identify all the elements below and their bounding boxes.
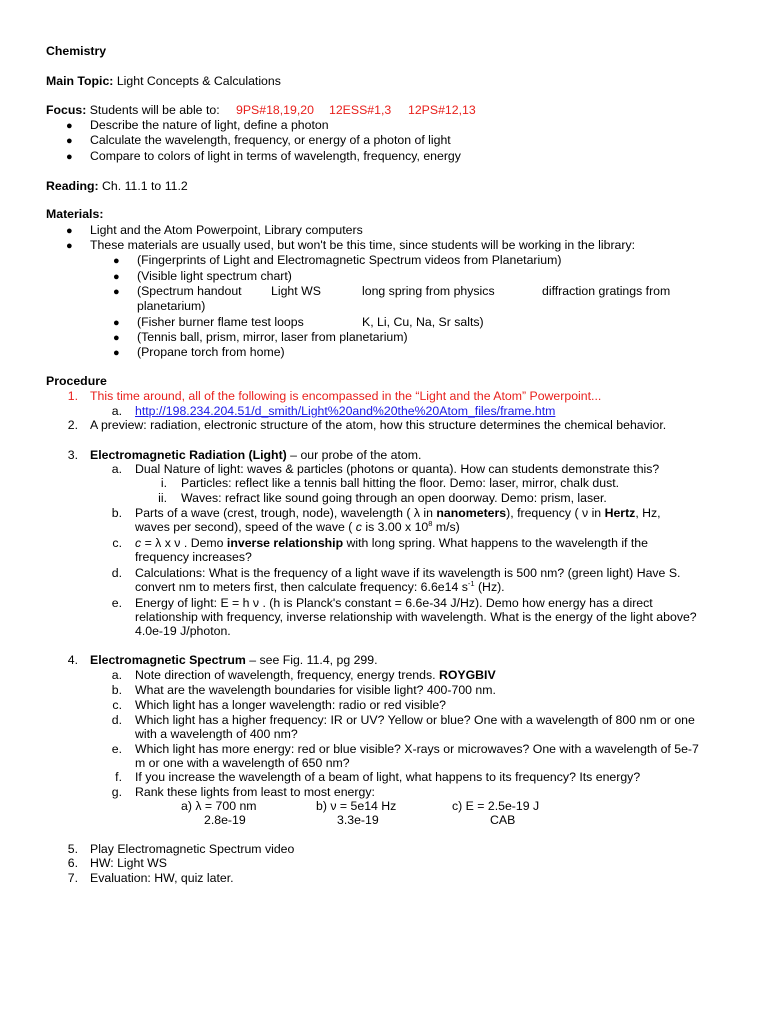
focus-bullet-2: Calculate the wavelength, frequency, or energy of a photon of light bbox=[90, 133, 451, 147]
step-2-text: A preview: radiation, electronic structure of the atom, how this structure determines the chemical behavior. bbox=[90, 418, 667, 432]
materials-sub-6: (Propane torch from home) bbox=[137, 345, 285, 359]
reading-label: Reading: bbox=[46, 179, 99, 193]
materials-sub-1: (Fingerprints of Light and Electromagnetic Spectrum videos from Planetarium) bbox=[137, 253, 562, 267]
materials-sub-4a: (Fisher burner flame test loops bbox=[137, 315, 304, 329]
text-run: (Hz). bbox=[474, 580, 505, 594]
materials-sub-3e: planetarium) bbox=[137, 299, 206, 313]
text-run: ROYGBIV bbox=[438, 668, 496, 682]
step-letter: b. bbox=[111, 683, 122, 697]
step-number: 7. bbox=[67, 871, 78, 885]
step-number: 1. bbox=[67, 389, 78, 403]
focus-bullet-3: Compare to colors of light in terms of wavelength, frequency, energy bbox=[90, 149, 461, 163]
bullet-icon: ● bbox=[113, 317, 120, 329]
materials-item-1: Light and the Atom Powerpoint, Library computers bbox=[90, 223, 363, 237]
rank-option-c: c) E = 2.5e-19 J bbox=[452, 799, 540, 813]
step-6-text: HW: Light WS bbox=[90, 856, 167, 870]
standard-3: 12PS#12,13 bbox=[408, 103, 476, 117]
step-4a bbox=[135, 668, 496, 683]
exponent: 8 bbox=[428, 519, 433, 528]
bullet-icon: ● bbox=[113, 332, 120, 344]
text-run: Note direction of wavelength, frequency, energy trends. bbox=[135, 668, 439, 682]
focus-bullet-1: Describe the nature of light, define a photon bbox=[90, 118, 329, 132]
step-letter: b. bbox=[111, 506, 122, 520]
step-roman: i. bbox=[160, 476, 167, 490]
step-letter: g. bbox=[111, 785, 122, 799]
step-4c: Which light has a longer wavelength: radio or red visible? bbox=[135, 698, 447, 712]
focus-label: Focus: bbox=[46, 103, 87, 117]
step-letter: d. bbox=[111, 713, 122, 727]
step-4b: What are the wavelength boundaries for visible light? 400-700 nm. bbox=[135, 683, 496, 697]
bullet-icon: ● bbox=[66, 240, 73, 252]
rank-answer-c: CAB bbox=[490, 813, 516, 827]
materials-item-2: These materials are usually used, but won't be this time, since students will be working in the library: bbox=[90, 238, 636, 252]
focus-line bbox=[46, 103, 220, 118]
bullet-icon: ● bbox=[113, 347, 120, 359]
step-letter: f. bbox=[115, 770, 122, 784]
step-3a: Dual Nature of light: waves & particles (photons or quanta). How can students demonstrate this? bbox=[135, 462, 660, 476]
step-3a-i: Particles: reflect like a tennis ball hitting the floor. Demo: laser, mirror, chalk dust. bbox=[181, 476, 620, 490]
text-run: = λ x ν . Demo bbox=[141, 536, 227, 550]
step-3b-line2 bbox=[135, 520, 460, 535]
materials-sub-3b: Light WS bbox=[271, 284, 321, 298]
text-run: c bbox=[135, 536, 142, 550]
step-4-heading bbox=[90, 653, 378, 668]
text-run: nanometers bbox=[436, 506, 507, 520]
text-run: is 3.00 x 10 bbox=[361, 520, 429, 534]
step-number: 6. bbox=[67, 856, 78, 870]
text-run: convert nm to meters first, then calculate frequency: 6.6e14 s bbox=[135, 580, 468, 594]
step-letter: c. bbox=[112, 536, 122, 550]
text-run: waves per second), speed of the wave ( bbox=[135, 520, 356, 534]
step-3e-line1: Energy of light: E = h ν . (h is Planck's constant = 6.6e-34 J/Hz). Demo how energy has a direct bbox=[135, 596, 653, 610]
reading-value: Ch. 11.1 to 11.2 bbox=[102, 179, 188, 193]
main-topic-line bbox=[46, 74, 281, 89]
materials-sub-4b: K, Li, Cu, Na, Sr salts) bbox=[362, 315, 484, 329]
materials-sub-5: (Tennis ball, prism, mirror, laser from planetarium) bbox=[137, 330, 408, 344]
main-topic-value: Light Concepts & Calculations bbox=[116, 74, 281, 88]
subject-heading: Chemistry bbox=[46, 44, 107, 58]
bullet-icon: ● bbox=[113, 271, 120, 283]
materials-sub-3c: long spring from physics bbox=[362, 284, 495, 298]
rank-answer-b: 3.3e-19 bbox=[337, 813, 379, 827]
step-4d-line2: with a wavelength of 400 nm? bbox=[135, 727, 298, 741]
rank-option-b: b) ν = 5e14 Hz bbox=[316, 799, 397, 813]
step-roman: ii. bbox=[158, 491, 167, 505]
step-3d-line2 bbox=[135, 580, 505, 595]
standard-1: 9PS#18,19,20 bbox=[236, 103, 314, 117]
step-number: 2. bbox=[67, 418, 78, 432]
rank-answer-a: 2.8e-19 bbox=[204, 813, 246, 827]
step-7-text: Evaluation: HW, quiz later. bbox=[90, 871, 234, 885]
text-run: , Hz, bbox=[635, 506, 661, 520]
step-number: 3. bbox=[67, 448, 78, 462]
bullet-icon: ● bbox=[66, 135, 73, 147]
text-run: c bbox=[355, 520, 362, 534]
materials-sub-3a: (Spectrum handout bbox=[137, 284, 242, 298]
step-3e-line3: 4.0e-19 J/photon. bbox=[135, 624, 231, 638]
step-letter: a. bbox=[111, 462, 122, 476]
step-3-title: Electromagnetic Radiation (Light) bbox=[90, 448, 287, 462]
step-4-title: Electromagnetic Spectrum bbox=[90, 653, 246, 667]
step-letter: e. bbox=[111, 742, 122, 756]
bullet-icon: ● bbox=[113, 286, 120, 298]
step-number: 4. bbox=[67, 653, 78, 667]
step-1-text: This time around, all of the following is encompassed in the “Light and the Atom” Powerpoint... bbox=[90, 389, 602, 403]
bullet-icon: ● bbox=[113, 255, 120, 267]
step-4e-line2: m or one with a wavelength of 650 nm? bbox=[135, 756, 350, 770]
step-3c-line2: frequency increases? bbox=[135, 550, 252, 564]
rank-option-a: a) λ = 700 nm bbox=[181, 799, 257, 813]
materials-sub-3d: diffraction gratings from bbox=[542, 284, 671, 298]
step-4e-line1: Which light has more energy: red or blue visible? X-rays or microwaves? One with a wavelength of 5e-7 bbox=[135, 742, 699, 756]
step-5-text: Play Electromagnetic Spectrum video bbox=[90, 842, 295, 856]
focus-intro: Students will be able to: bbox=[89, 103, 220, 117]
bullet-icon: ● bbox=[66, 120, 73, 132]
text-run: Hertz bbox=[604, 506, 636, 520]
text-run: with long spring. What happens to the wavelength if the bbox=[343, 536, 648, 550]
step-4f: If you increase the wavelength of a beam of light, what happens to its frequency? Its energy? bbox=[135, 770, 641, 784]
step-3a-ii: Waves: refract like sound going through an open doorway. Demo: prism, laser. bbox=[181, 491, 607, 505]
materials-label: Materials: bbox=[46, 207, 104, 221]
text-run: inverse relationship bbox=[226, 536, 344, 550]
standard-2: 12ESS#1,3 bbox=[329, 103, 392, 117]
step-3-rest: – our probe of the atom. bbox=[286, 448, 422, 462]
step-4d-line1: Which light has a higher frequency: IR or UV? Yellow or blue? One with a wavelength of 800 nm or one bbox=[135, 713, 695, 727]
step-letter: a. bbox=[111, 668, 122, 682]
text-run: ), frequency ( ν in bbox=[506, 506, 605, 520]
step-3e-line2: relationship with frequency, inverse relationship with wavelength. What is the energy of the light above? bbox=[135, 610, 697, 624]
step-4g: Rank these lights from least to most energy: bbox=[135, 785, 375, 799]
bullet-icon: ● bbox=[66, 151, 73, 163]
step-letter: c. bbox=[112, 698, 122, 712]
reading-line bbox=[46, 179, 188, 194]
step-4-rest: – see Fig. 11.4, pg 299. bbox=[245, 653, 378, 667]
bullet-icon: ● bbox=[66, 225, 73, 237]
step-letter: e. bbox=[111, 596, 122, 610]
step-3d-line1: Calculations: What is the frequency of a light wave if its wavelength is 500 nm? (green light) Have S. bbox=[135, 566, 681, 580]
text-run: Parts of a wave (crest, trough, node), wavelength ( λ in bbox=[135, 506, 437, 520]
materials-sub-2: (Visible light spectrum chart) bbox=[137, 269, 292, 283]
step-letter: a. bbox=[111, 404, 122, 418]
procedure-label: Procedure bbox=[46, 374, 107, 388]
step-number: 5. bbox=[67, 842, 78, 856]
main-topic-label: Main Topic: bbox=[46, 74, 114, 88]
step-letter: d. bbox=[111, 566, 122, 580]
text-run: m/s) bbox=[432, 520, 460, 534]
powerpoint-link[interactable]: http://198.234.204.51/d_smith/Light%20and%20the%20Atom_files/frame.htm bbox=[135, 404, 556, 418]
exponent: -1 bbox=[467, 579, 475, 588]
